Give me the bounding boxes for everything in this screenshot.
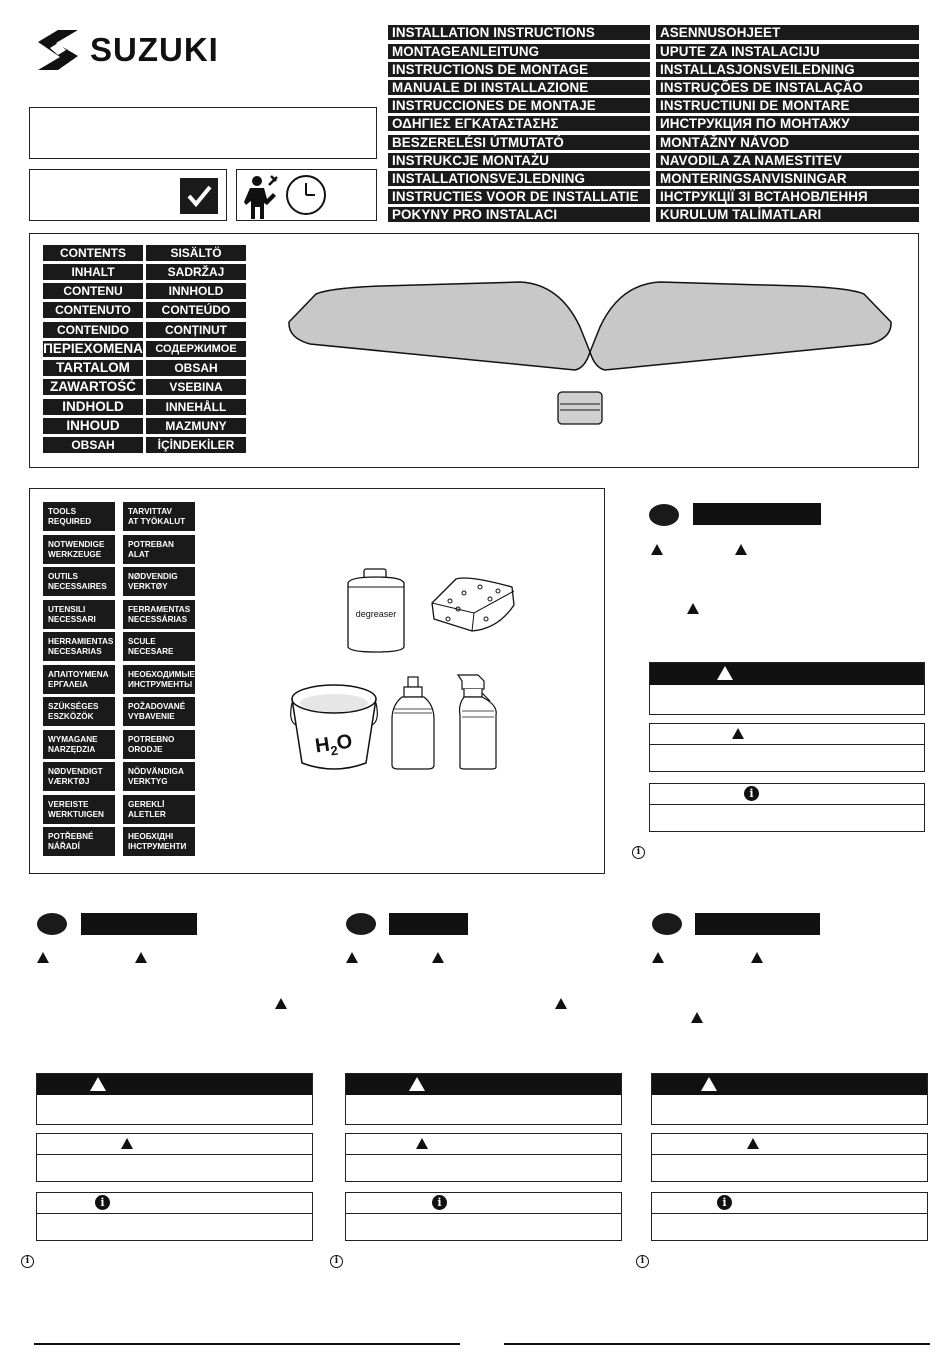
- warning-box-header: [652, 1074, 927, 1095]
- suzuki-logo: [36, 28, 266, 72]
- warning-triangle-icon: [652, 952, 664, 963]
- caution-box: [651, 1133, 928, 1182]
- contents-label: MAZMUNY: [146, 418, 246, 434]
- warning-triangle-icon: [37, 952, 49, 963]
- title-bar: INSTALLATIONSVEJLEDNING: [388, 171, 650, 186]
- contents-label: CONTEÚDO: [146, 302, 246, 318]
- caution-box-header: [650, 724, 924, 745]
- title-bar: ASENNUSOHJEET: [656, 25, 919, 40]
- warning-box-header: [650, 663, 924, 685]
- title-bar: INSTRUCCIONES DE MONTAJE: [388, 98, 650, 113]
- caution-triangle-icon: [747, 1138, 759, 1149]
- caution-box-header: [37, 1134, 312, 1155]
- warning-triangle-icon: [691, 1012, 703, 1023]
- tool-label: POTREBNO ORODJE: [123, 730, 195, 759]
- contents-label: SADRŽAJ: [146, 264, 246, 280]
- spray-bottle-icon: [452, 671, 504, 771]
- title-bar: POKYNY PRO INSTALACI: [388, 207, 650, 222]
- contents-label: INHALT: [43, 264, 143, 280]
- contents-label: CONȚINUT: [146, 322, 246, 338]
- contents-label: CONTENIDO: [43, 322, 143, 338]
- title-bar: MANUALE DI INSTALLAZIONE: [388, 80, 650, 95]
- step-number-dot: [346, 913, 376, 935]
- tool-label: NØDVENDIGT VÆRKTØJ: [43, 762, 115, 791]
- tool-label: POŽADOVANÉ VYBAVENIE: [123, 697, 195, 726]
- tool-label: TOOLS REQUIRED: [43, 502, 115, 531]
- tool-label: VEREISTE WERKTUIGEN: [43, 795, 115, 824]
- water-label: $H_2O$: [313, 730, 354, 759]
- detergent-bottle-icon: [388, 675, 438, 771]
- warning-box: [345, 1073, 622, 1125]
- notice-box: [36, 1192, 313, 1241]
- notice-box: [651, 1192, 928, 1241]
- water-bucket-icon: [288, 681, 380, 773]
- step-number-dot: [652, 913, 682, 935]
- check-box-panel: [29, 169, 227, 221]
- step-title-bar: [695, 913, 820, 935]
- caution-box: [36, 1133, 313, 1182]
- tool-label: НЕОБХІДНІ ІНСТРУМЕНТИ: [123, 827, 195, 856]
- title-bar: INSTALLASJONSVEILEDNING: [656, 62, 919, 77]
- title-bar: INSTRUCTIES VOOR DE INSTALLATIE: [388, 189, 650, 204]
- contents-label: TARTALOM: [43, 360, 143, 376]
- step-title-bar: [81, 913, 197, 935]
- right-film-part: [590, 282, 891, 370]
- tool-label: WYMAGANE NARZĘDZIA: [43, 730, 115, 759]
- step-title-bar: [389, 913, 468, 935]
- contents-label: ΠΕΡΙΕΧΟΜΕΝΑ: [43, 341, 143, 356]
- mechanic-icon: [243, 173, 279, 219]
- contents-label: VSEBINA: [146, 379, 246, 395]
- degreaser-label: degreaser: [355, 609, 397, 619]
- header-info-box: [29, 107, 377, 159]
- info-icon: i: [744, 786, 759, 801]
- tool-label: NOTWENDIGE WERKZEUGE: [43, 535, 115, 564]
- tool-label: NÖDVÄNDIGA VERKTYG: [123, 762, 195, 791]
- tool-label: NØDVENDIG VERKTØY: [123, 567, 195, 596]
- contents-label: СОДЕРЖИМОЕ: [146, 341, 246, 357]
- warning-triangle-icon: [555, 998, 567, 1009]
- step-title-bar: [693, 503, 821, 525]
- suzuki-s-emblem-icon: [36, 28, 80, 72]
- contents-label: SISÄLTÖ: [146, 245, 246, 261]
- warning-box-header: [346, 1074, 621, 1095]
- contents-label: CONTENU: [43, 283, 143, 299]
- title-bar: MONTAGEANLEITUNG: [388, 44, 650, 59]
- tool-label: POTREBAN ALAT: [123, 535, 195, 564]
- title-bar: ИНСТРУКЦИЯ ПО МОНТАЖУ: [656, 116, 919, 131]
- warning-triangle-icon: [432, 952, 444, 963]
- title-bar: INSTRUÇÕES DE INSTALAÇÃO: [656, 80, 919, 95]
- degreaser-can-icon: [344, 567, 408, 653]
- tools-panel: [29, 488, 605, 874]
- warning-triangle-icon: [275, 998, 287, 1009]
- contents-label: INHOUD: [43, 418, 143, 434]
- caution-box-header: [346, 1134, 621, 1155]
- warning-box: [651, 1073, 928, 1125]
- contents-label: ZAWARTOŚĆ: [43, 379, 143, 395]
- tool-label: SZÜKSÉGES ESZKÖZÖK: [43, 697, 115, 726]
- contents-label: INNHOLD: [146, 283, 246, 299]
- warning-triangle-icon: [751, 952, 763, 963]
- contents-label: CONTENTS: [43, 245, 143, 261]
- tool-label: POTŘEBNÉ NÁŘADÍ: [43, 827, 115, 856]
- warning-box-header: [37, 1074, 312, 1095]
- title-bar: BESZERELÉSI ÚTMUTATÓ: [388, 135, 650, 150]
- notice-box-header: [652, 1193, 927, 1214]
- warning-triangle-icon: [687, 603, 699, 614]
- contents-label: OBSAH: [146, 360, 246, 376]
- info-note-icon: i: [21, 1255, 34, 1268]
- contents-label: OBSAH: [43, 437, 143, 453]
- info-icon: i: [95, 1195, 110, 1210]
- title-bar: NAVODILA ZA NAMESTITEV: [656, 153, 919, 168]
- contents-label: CONTENUTO: [43, 302, 143, 318]
- title-bar: MONTÁŽNY NÁVOD: [656, 135, 919, 150]
- contents-panel: [29, 233, 919, 468]
- warning-triangle-icon: [409, 1077, 425, 1091]
- warning-triangle-icon: [346, 952, 358, 963]
- tool-label: TARVITTAV AT TYÖKALUT: [123, 502, 195, 531]
- title-bar: INSTRUCTIONS DE MONTAGE: [388, 62, 650, 77]
- title-bar: ΟΔΗΓΙΕΣ ΕΓΚΑΤΑΣΤΑΣΗΣ: [388, 116, 650, 131]
- left-film-part: [289, 282, 590, 370]
- tool-label: UTENSILI NECESSARI: [43, 600, 115, 629]
- tool-label: ΑΠΑΙΤΟΥΜΕΝΑ ΕΡΓΑΛΕΙΑ: [43, 665, 115, 694]
- warning-box: [649, 662, 925, 715]
- warning-triangle-icon: [90, 1077, 106, 1091]
- title-bar: INSTALLATION INSTRUCTIONS: [388, 25, 650, 40]
- info-note-icon: i: [636, 1255, 649, 1268]
- notice-box-header: [37, 1193, 312, 1214]
- step-number-dot: [649, 504, 679, 526]
- sponge-icon: [428, 573, 518, 633]
- tool-label: НЕОБХОДИМЫЕ ИНСТРУМЕНТЫ: [123, 665, 195, 694]
- warning-box: [36, 1073, 313, 1125]
- caution-triangle-icon: [416, 1138, 428, 1149]
- step-number-dot: [37, 913, 67, 935]
- notice-box-header: [346, 1193, 621, 1214]
- title-bar: INSTRUCTIUNI DE MONTARE: [656, 98, 919, 113]
- contents-label: İÇİNDEKİLER: [146, 437, 246, 453]
- footer-rule-left: [34, 1343, 460, 1345]
- tool-label: FERRAMENTAS NECESSÁRIAS: [123, 600, 195, 629]
- caution-triangle-icon: [732, 728, 744, 739]
- caution-triangle-icon: [121, 1138, 133, 1149]
- contents-label: INNEHÅLL: [146, 399, 246, 415]
- info-note-icon: i: [330, 1255, 343, 1268]
- notice-box: [345, 1192, 622, 1241]
- info-icon: i: [432, 1195, 447, 1210]
- notice-box-header: [650, 784, 924, 805]
- warning-triangle-icon: [701, 1077, 717, 1091]
- title-bar: MONTERINGSANVISNINGAR: [656, 171, 919, 186]
- title-bar: ІНСТРУКЦІЇ ЗІ ВСТАНОВЛЕННЯ: [656, 189, 919, 204]
- time-panel: [236, 169, 377, 221]
- tool-label: SCULE NECESARE: [123, 632, 195, 661]
- warning-triangle-icon: [135, 952, 147, 963]
- notice-box: [649, 783, 925, 832]
- warning-triangle-icon: [735, 544, 747, 555]
- warning-triangle-icon: [651, 544, 663, 555]
- clock-icon: [285, 174, 327, 216]
- tool-label: HERRAMIENTAS NECESARIAS: [43, 632, 115, 661]
- caution-box: [649, 723, 925, 772]
- info-note-icon: i: [632, 846, 645, 859]
- footer-rule-right: [504, 1343, 930, 1345]
- title-bar: KURULUM TALİMATLARI: [656, 207, 919, 222]
- tool-label: OUTILS NECESSAIRES: [43, 567, 115, 596]
- protection-film-parts-illustration: [280, 242, 900, 462]
- tool-label: GEREKLİ ALETLER: [123, 795, 195, 824]
- contents-label: INDHOLD: [43, 399, 143, 415]
- squeegee-part: [558, 392, 602, 424]
- title-bar: UPUTE ZA INSTALACIJU: [656, 44, 919, 59]
- checkmark-icon: [180, 178, 218, 214]
- caution-box: [345, 1133, 622, 1182]
- title-bar: INSTRUKCJE MONTAŻU: [388, 153, 650, 168]
- brand-name: SUZUKI: [90, 31, 219, 68]
- info-icon: i: [717, 1195, 732, 1210]
- warning-triangle-icon: [717, 666, 733, 680]
- caution-box-header: [652, 1134, 927, 1155]
